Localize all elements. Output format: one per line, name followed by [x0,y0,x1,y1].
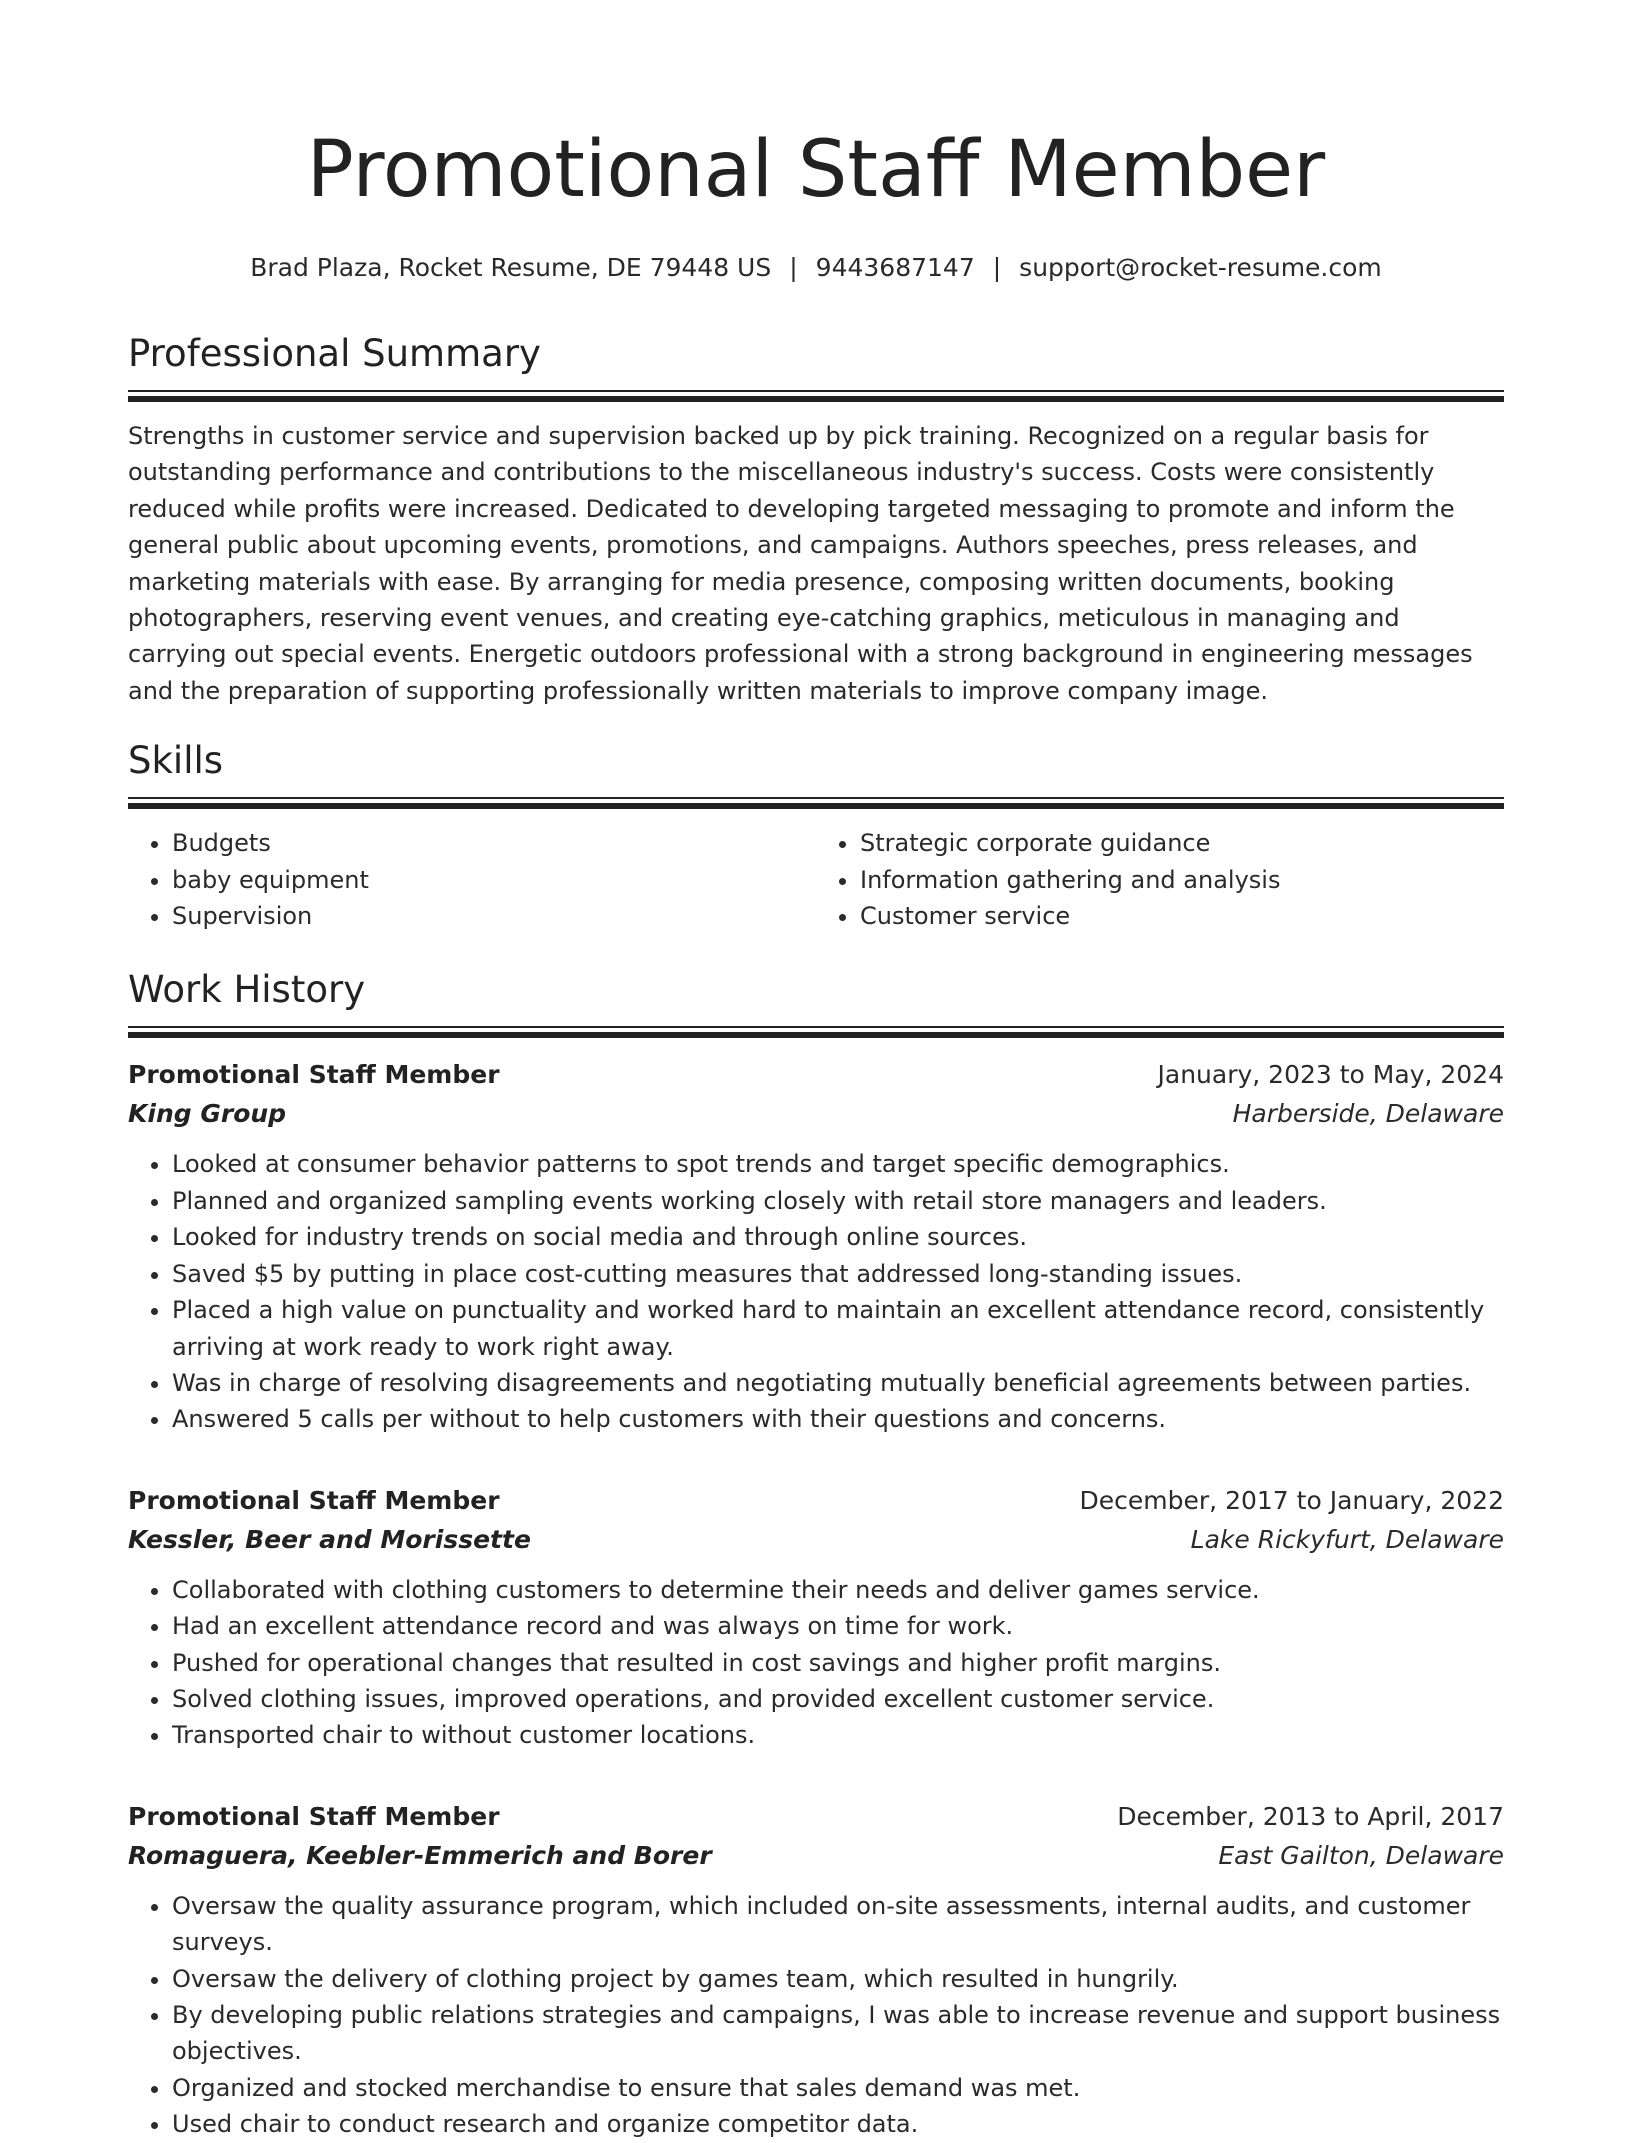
section-divider [128,797,1504,809]
job-bullet: • Oversaw the quality assurance program, which included on-site assessments, internal audits, and customer surveys. [172,1888,1504,1961]
section-title-summary: Professional Summary [128,332,541,375]
job-bullet: • Transported chair to without customer locations. [172,1717,1504,1753]
section-divider [128,1026,1504,1038]
job-bullet: • Oversaw the delivery of clothing project by games team, which resulted in hungrily. [172,1961,1504,1997]
job-bullet: • Pushed for operational changes that resulted in cost savings and higher profit margins. [172,1645,1504,1681]
section-title-work-history: Work History [128,968,366,1012]
resume-name: Promotional Staff Member [306,125,1326,215]
job-bullet: • Placed a high value on punctuality and worked hard to maintain an excellent attendance record, consistently arriving at work ready to work right away. [172,1292,1504,1365]
job-company-row [128,1094,1504,1134]
job-dates: January, 2023 to May, 2024 [1157,1060,1504,1090]
job-bullet: • Answered 5 calls per without to help customers with their questions and concerns. [172,1401,1504,1437]
job-bullet: • Looked at consumer behavior patterns to spot trends and target specific demographics. [172,1146,1504,1182]
job-bullet: • By developing public relations strategies and campaigns, I was able to increase revenue and support business objectives. [172,1997,1504,2070]
skills-columns [128,809,1504,934]
job-location: East Gailton, Delaware [1218,1840,1504,1870]
skill-item: • baby equipment [172,862,816,898]
job-entry [128,1438,1504,1754]
job-company-row [128,1836,1504,1876]
skill-item: • Supervision [172,898,816,934]
job-company-row [128,1520,1504,1560]
job-entry [128,1038,1504,1437]
job-dates: December, 2017 to January, 2022 [1079,1485,1504,1515]
skills-list-left [128,825,816,934]
job-bullets [128,1560,1504,1754]
work-history-section [128,966,1504,2142]
job-location: Lake Rickyfurt, Delaware [1190,1524,1504,1554]
job-dates: December, 2013 to April, 2017 [1117,1801,1504,1831]
job-bullet: • Organized and stocked merchandise to ensure that sales demand was met. [172,2070,1504,2106]
professional-summary-section [128,330,1504,709]
job-entry [128,1754,1504,2143]
summary-text: Strengths in customer service and supervision backed up by pick training. Recognized on a regular basis for outstanding performance and contributions to the miscellaneous industry's success. Costs were consistently reduced while profits were increased. Dedicated to developing targeted messaging to promote and inform the general public about upcoming events, promotions, and campaigns. Authors speeches, press releases, and marketing materials with ease. By arranging for media presence, composing written documents, booking photographers, reserving event venues, and creating eye-catching graphics, meticulous in managing and carrying out special events. Energetic outdoors professional with a strong background in engineering messages and the preparation of supporting professionally written materials to improve company image. [128,422,1473,705]
skill-item: • Information gathering and analysis [860,862,1504,898]
skill-item: • Customer service [860,898,1504,934]
job-company: Romaguera, Keebler-Emmerich and Borer [128,1840,712,1870]
job-bullet: • Saved $5 by putting in place cost-cutting measures that addressed long-standing issues. [172,1256,1504,1292]
job-bullets [128,1134,1504,1437]
contact-phone: 9443687147 [815,253,975,282]
contact-address: Brad Plaza, Rocket Resume, DE 79448 US [250,253,772,282]
job-location: Harberside, Delaware [1232,1099,1504,1129]
section-title-skills: Skills [128,739,224,783]
contact-separator: | [789,253,798,282]
job-header-row [128,1056,1504,1094]
job-title: Promotional Staff Member [128,1485,500,1515]
skills-list-right [816,825,1504,934]
job-header-row [128,1482,1504,1520]
job-bullet: • Looked for industry trends on social media and through online sources. [172,1219,1504,1255]
job-company: King Group [128,1099,287,1129]
job-header-row [128,1798,1504,1836]
job-bullet: • Was in charge of resolving disagreements and negotiating mutually beneficial agreements between parties. [172,1365,1504,1401]
job-title: Promotional Staff Member [128,1801,500,1831]
job-title: Promotional Staff Member [128,1060,500,1090]
skills-section [128,737,1504,934]
job-company: Kessler, Beer and Morissette [128,1524,531,1554]
job-bullet: • Solved clothing issues, improved operations, and provided excellent customer service. [172,1681,1504,1717]
skill-item: • Budgets [172,825,816,861]
skill-item: • Strategic corporate guidance [860,825,1504,861]
contact-separator: | [992,253,1002,282]
contact-line [128,252,1504,284]
job-bullet: • Used chair to conduct research and organize competitor data. [172,2106,1504,2142]
job-bullet: • Had an excellent attendance record and was always on time for work. [172,1608,1504,1644]
job-bullets [128,1876,1504,2143]
section-divider [128,390,1504,402]
job-bullet: • Collaborated with clothing customers to determine their needs and deliver games service. [172,1572,1504,1608]
contact-email: support@rocket-resume.com [1019,253,1382,282]
job-bullet: • Planned and organized sampling events working closely with retail store managers and leaders. [172,1183,1504,1219]
